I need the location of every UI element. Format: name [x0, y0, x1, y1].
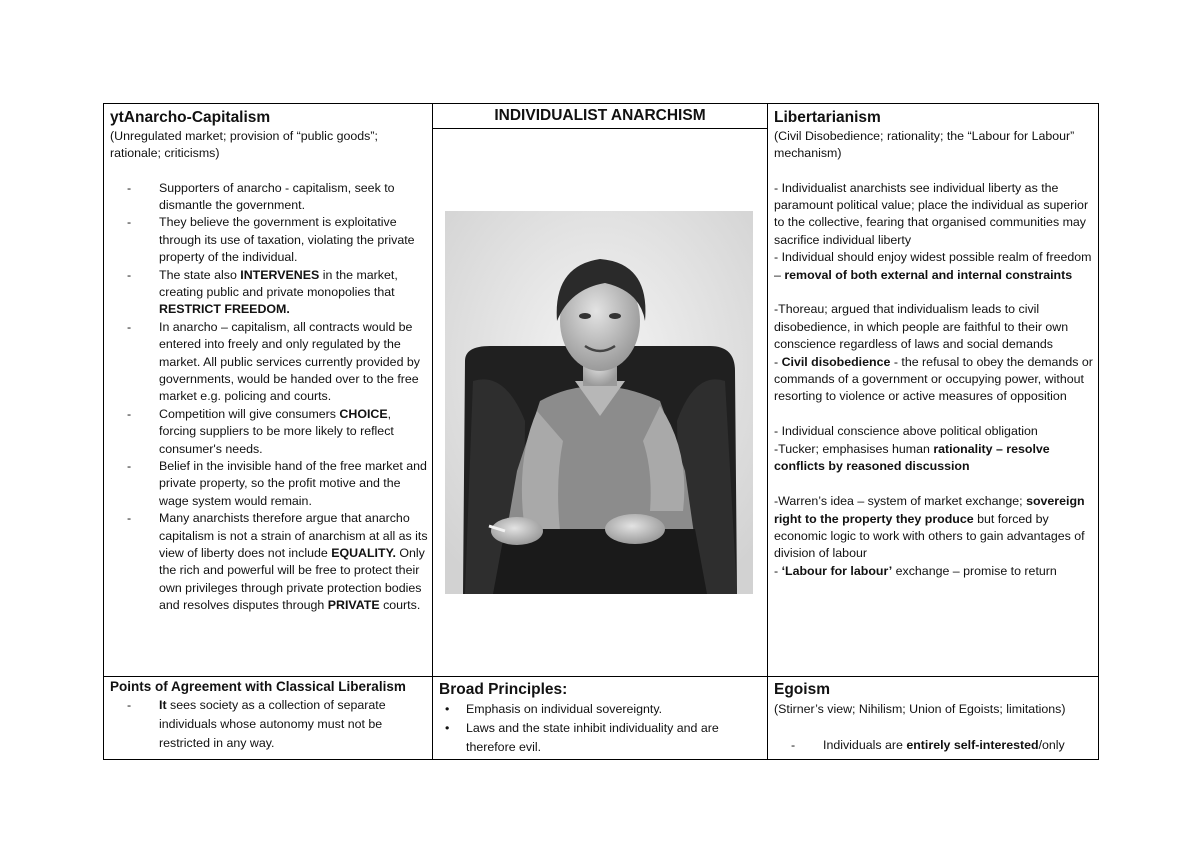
- text-run: The state also: [159, 267, 241, 282]
- note-paragraph: [774, 301, 1096, 353]
- libertarianism-cell: [774, 108, 1096, 674]
- anarcho-capitalism-subtitle: (Unregulated market; provision of “public goods”; rationale; criticisms): [110, 129, 378, 160]
- text-run: Individuals are: [823, 738, 907, 752]
- paragraph-gap: [774, 406, 1096, 424]
- bold-text: EQUALITY.: [331, 546, 396, 561]
- list-item: [110, 180, 428, 215]
- note-paragraph: [774, 493, 1096, 563]
- bold-text: RESTRICT FREEDOM.: [159, 302, 290, 317]
- broad-principles-cell: [439, 680, 763, 760]
- list-item: [110, 406, 428, 458]
- broad-principles-title: Broad Principles:: [439, 681, 568, 698]
- classical-liberalism-title: Points of Agreement with Classical Liberalism: [110, 679, 406, 694]
- text-run: -Warren’s idea – system of market exchange;: [774, 494, 1027, 509]
- text-run: - the refusal to obey the demands or commands of a government or occupying power, without resorting to violence or active measures of opposition: [774, 354, 1093, 404]
- bold-text: INTERVENES: [240, 267, 320, 282]
- text-run: - Individualist anarchists see individual liberty as the paramount political value; place the individual as superior to the collective, fearing that organised communities may sacrifice individual liberty: [774, 180, 1089, 247]
- individualist-anarchism-title: INDIVIDUALIST ANARCHISM: [494, 107, 706, 124]
- bold-text: It: [159, 698, 167, 712]
- note-paragraph: [774, 249, 1096, 284]
- list-item: [439, 719, 763, 757]
- list-item: [439, 700, 763, 719]
- text-run: but forced by economic logic to work with others to gain advantages of division of labour: [774, 511, 1085, 561]
- text-run: courts.: [379, 598, 421, 613]
- bold-text: ‘Labour for labour’: [781, 563, 893, 578]
- bold-text: entirely self-interested: [906, 738, 1039, 752]
- list-item: [110, 458, 428, 510]
- individualist-anarchism-header-cell: [433, 104, 767, 128]
- text-run: Competition will give consumers: [159, 406, 340, 421]
- classical-liberalism-cell: [110, 678, 428, 760]
- text-run: - Individual conscience above political obligation: [774, 424, 1038, 439]
- list-item: [110, 214, 428, 266]
- text-run: Only the rich and powerful will be free to protect their own privileges through private protection bodies and resolves disputes through: [159, 546, 425, 613]
- text-run: sees society as a collection of separate individuals whose autonomy must not be restricted in any way.: [159, 698, 386, 750]
- anarcho-capitalism-title: ytAnarcho-Capitalism: [110, 109, 271, 126]
- libertarianism-title: Libertarianism: [774, 109, 881, 126]
- bold-text: sovereign right to the property they produce: [774, 494, 1085, 526]
- bold-text: PRIVATE: [327, 598, 380, 613]
- bold-text: rationality – resolve conflicts by reasoned discussion: [774, 441, 1050, 474]
- note-paragraph: [774, 563, 1096, 580]
- list-item: [110, 267, 428, 319]
- text-run: Belief in the invisible hand of the free market and private property, so the profit motive and the wage system would remain.: [159, 459, 427, 508]
- text-run: -Tucker; emphasises human: [774, 441, 934, 456]
- text-run: - Individual should enjoy widest possible realm of freedom –: [774, 250, 1092, 282]
- bold-text: removal of both external and internal constraints: [784, 267, 1073, 282]
- note-paragraph: [774, 354, 1096, 406]
- text-run: Emphasis on individual sovereignty.: [466, 702, 663, 716]
- egoism-list: [774, 737, 1096, 754]
- egoism-subtitle: (Stirner’s view; Nihilism; Union of Egoists; limitations): [774, 702, 1066, 716]
- egoism-cell: [774, 680, 1096, 760]
- text-run: They believe the government is exploitative through its use of taxation, violating the private property of the individual.: [159, 215, 415, 265]
- libertarianism-notes: [774, 180, 1096, 581]
- portrait-photo: [445, 211, 753, 594]
- text-run: Many anarchists therefore argue that anarcho capitalism is not a strain of anarchism at all as its view of liberty does not include: [159, 511, 428, 561]
- bold-text: CHOICE: [339, 406, 388, 421]
- text-run: Supporters of anarcho - capitalism, seek to dismantle the government.: [159, 180, 395, 212]
- note-paragraph: [774, 423, 1096, 440]
- portrait-cell: [433, 129, 767, 676]
- text-run: In anarcho – capitalism, all contracts would be entered into freely and only regulated by the market. All public services currently provided by governments, would be handed over to the free market e.g. policing and courts.: [159, 319, 420, 404]
- note-paragraph: [774, 441, 1096, 476]
- note-paragraph: [774, 180, 1096, 250]
- list-item: [110, 696, 428, 753]
- list-item: [110, 319, 428, 406]
- anarcho-capitalism-cell: [110, 108, 428, 674]
- classical-liberalism-list: [110, 696, 428, 753]
- text-run: -Thoreau; argued that individualism leads to civil disobedience, in which people are faithful to their own conscience regardless of laws and social demands: [774, 302, 1069, 352]
- anarcho-capitalism-list: [110, 180, 428, 615]
- column-divider-2: [767, 104, 768, 759]
- paragraph-gap: [774, 476, 1096, 494]
- text-run: Laws and the state inhibit individuality and are therefore evil.: [466, 721, 719, 754]
- egoism-title: Egoism: [774, 681, 830, 698]
- list-item: [774, 737, 1096, 754]
- notes-table: [103, 103, 1099, 760]
- text-run: in the market, creating public and private monopolies that: [159, 267, 398, 299]
- broad-principles-list: [439, 700, 763, 757]
- text-run: /only: [1038, 738, 1065, 752]
- list-item: [110, 510, 428, 614]
- text-run: -: [774, 563, 782, 578]
- text-run: exchange – promise to return: [892, 563, 1057, 578]
- text-run: , forcing suppliers to be more likely to reflect consumer's needs.: [159, 406, 394, 456]
- bold-text: Civil disobedience: [781, 354, 891, 369]
- row-divider: [104, 676, 1098, 677]
- libertarianism-subtitle: (Civil Disobedience; rationality; the “Labour for Labour” mechanism): [774, 129, 1075, 160]
- text-run: -: [774, 354, 782, 369]
- paragraph-gap: [774, 284, 1096, 302]
